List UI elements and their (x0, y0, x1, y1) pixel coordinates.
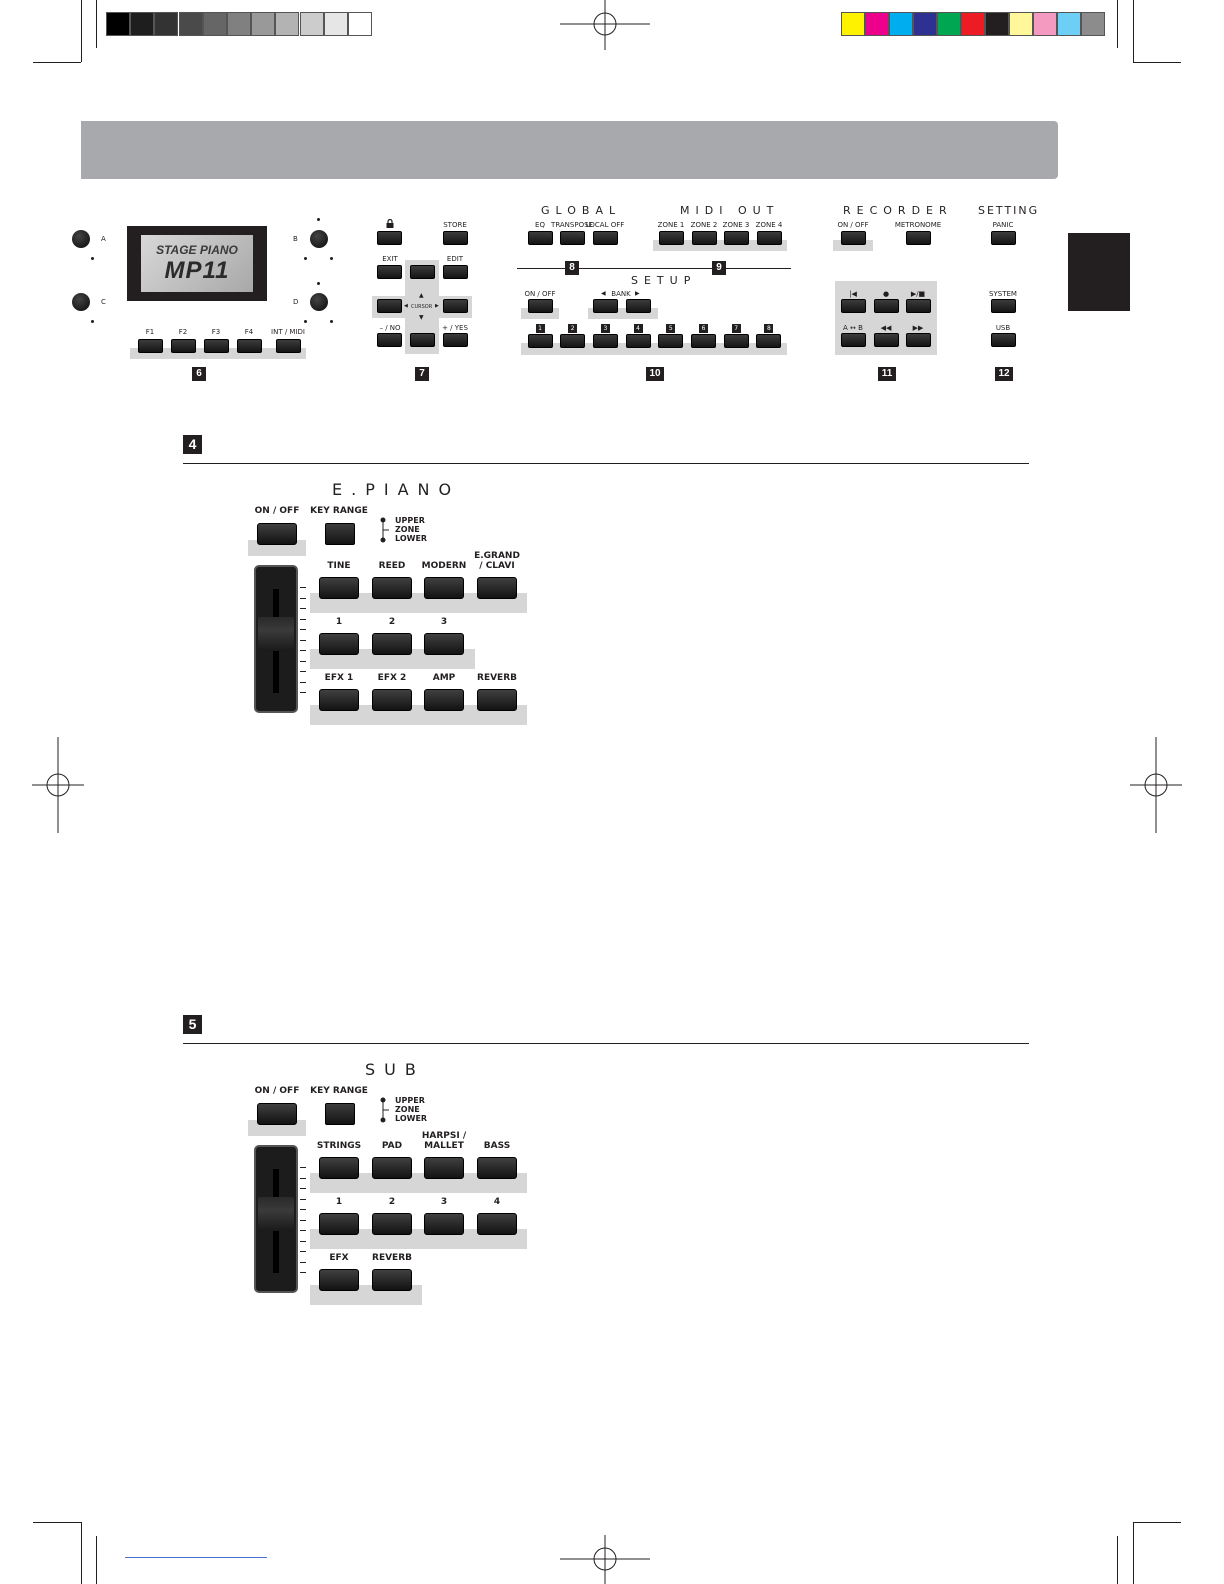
store-label: STORE (443, 221, 467, 229)
fast-forward-button[interactable] (906, 333, 931, 347)
epiano-key-range-label: KEY RANGE (310, 506, 368, 516)
setup-number-label: 2 (568, 324, 577, 333)
lcd-display-frame (127, 226, 267, 301)
local-off-button[interactable] (593, 231, 618, 245)
efx-button[interactable] (319, 1269, 359, 1291)
footer-link-line (125, 1557, 267, 1558)
global-title: GLOBAL (541, 204, 622, 217)
knob-c[interactable] (72, 293, 90, 311)
callout-7: 7 (415, 367, 429, 381)
gray-swatch (130, 12, 154, 36)
f2-button[interactable] (171, 339, 196, 353)
registration-crosshair-icon (560, 1535, 650, 1584)
callout-6: 6 (192, 367, 206, 381)
knob-dot (91, 320, 94, 323)
1-label: 1 (335, 617, 343, 627)
fader-tick (300, 1262, 306, 1263)
color-swatch (841, 12, 865, 36)
setup-3-button[interactable] (593, 334, 618, 348)
zone-lower-label: LOWER (395, 534, 428, 543)
knob-a[interactable] (72, 230, 90, 248)
cursor-up-arrow-icon: ▲ (419, 292, 424, 299)
pad-label: PAD (381, 1141, 403, 1151)
registration-crosshair-icon (1130, 737, 1182, 833)
callout-11: 11 (878, 367, 896, 381)
knob-a-label: A (101, 235, 106, 243)
sub-on-off-button[interactable] (257, 1103, 297, 1125)
f1-button[interactable] (138, 339, 163, 353)
cursor-right-arrow-icon: ▶ (435, 303, 439, 309)
reverb-label: REVERB (477, 673, 517, 683)
bank-right-arrow-icon: ▶ (635, 290, 640, 297)
epiano-zone-labels (395, 516, 427, 543)
gray-swatch (179, 12, 203, 36)
setup-1-button[interactable] (528, 334, 553, 348)
color-swatch (985, 12, 1009, 36)
crop-mark (96, 1536, 97, 1584)
modern-label: MODERN (421, 561, 467, 571)
cursor-label: CURSOR (411, 304, 433, 310)
recorder-title: RECORDER (843, 204, 953, 217)
sub-key-range-label: KEY RANGE (310, 1086, 368, 1096)
3-label: 3 (440, 617, 448, 627)
fader-tick (300, 1251, 306, 1252)
section-4-number: 4 (183, 435, 202, 454)
e-grand-clavi-button[interactable] (477, 577, 517, 599)
bass-button[interactable] (477, 1157, 517, 1179)
play-stop-button[interactable] (906, 299, 931, 313)
gray-swatch (324, 12, 348, 36)
zone-upper-label: UPPER (395, 516, 425, 525)
tine-button[interactable] (319, 577, 359, 599)
setting-title: SETTING (978, 204, 1040, 217)
pad-button[interactable] (372, 1157, 412, 1179)
gray-swatch (154, 12, 178, 36)
modern-button[interactable] (424, 577, 464, 599)
local-off-label: LOCAL OFF (585, 221, 625, 229)
cursor-left-button[interactable] (377, 299, 402, 313)
eq-button[interactable] (528, 231, 553, 245)
rewind-label: ◀◀ (880, 324, 892, 332)
cursor-right-button[interactable] (443, 299, 468, 313)
callout-8: 8 (565, 261, 579, 275)
cursor-left-arrow-icon: ◀ (404, 303, 408, 309)
fader-tick (300, 587, 306, 588)
knob-b-label: B (293, 235, 298, 243)
yes-button[interactable] (443, 333, 468, 347)
efx-2-button[interactable] (372, 689, 412, 711)
crop-mark (33, 1522, 81, 1523)
fader-tick (300, 661, 306, 662)
color-swatch (865, 12, 889, 36)
display-line-1: STAGE PIANO (156, 243, 238, 257)
system-button[interactable] (991, 299, 1016, 313)
fader-tick (300, 1167, 306, 1168)
no-label: – / NO (379, 324, 401, 332)
zone-1-label: ZONE 1 (657, 221, 685, 229)
callout-9: 9 (712, 261, 726, 275)
crop-mark (33, 62, 81, 63)
2-label: 2 (388, 617, 396, 627)
rewind-button[interactable] (874, 333, 899, 347)
efx-label: EFX (329, 1253, 349, 1263)
setup-2-button[interactable] (560, 334, 585, 348)
efx-1-button[interactable] (319, 689, 359, 711)
setup-on-off-button[interactable] (528, 299, 553, 313)
knob-dot (317, 282, 320, 285)
3-button[interactable] (424, 1213, 464, 1235)
callout-12: 12 (995, 367, 1013, 381)
1-button[interactable] (319, 633, 359, 655)
zone-2-label: ZONE 2 (690, 221, 718, 229)
knob-dot (91, 257, 94, 260)
zone-2-button[interactable] (692, 231, 717, 245)
fader-tick (300, 682, 306, 683)
gray-swatch (275, 12, 299, 36)
metronome-label: METRONOME (894, 221, 942, 229)
knob-dot (304, 320, 307, 323)
efx-1-label: EFX 1 (324, 673, 354, 683)
transpose-button[interactable] (560, 231, 585, 245)
zone-upper-label: UPPER (395, 1096, 425, 1105)
fader-tick (300, 1241, 306, 1242)
crop-mark (1133, 62, 1181, 63)
color-swatch (937, 12, 961, 36)
record-label: ● (882, 290, 890, 298)
bank-down-button[interactable] (593, 299, 618, 313)
reset-button[interactable] (841, 299, 866, 313)
setup-5-button[interactable] (658, 334, 683, 348)
1-button[interactable] (319, 1213, 359, 1235)
fader-tick (300, 692, 306, 693)
harpsi-mallet-button[interactable] (424, 1157, 464, 1179)
epiano-key-range-button[interactable] (325, 523, 355, 545)
cursor-down-button[interactable] (410, 333, 435, 347)
zone-3-button[interactable] (724, 231, 749, 245)
system-label: SYSTEM (989, 290, 1017, 298)
no-button[interactable] (377, 333, 402, 347)
amp-label: AMP (432, 673, 456, 683)
store-button[interactable] (443, 231, 468, 245)
crop-mark (81, 0, 82, 62)
color-swatch (1081, 12, 1105, 36)
recorder-on-off-button[interactable] (841, 231, 866, 245)
gray-swatch (203, 12, 227, 36)
sub-on-off-label: ON / OFF (254, 1086, 300, 1096)
section-rule (183, 463, 1029, 464)
setup-on-off-label: ON / OFF (524, 290, 556, 298)
int-midi-button[interactable] (276, 339, 301, 353)
reed-button[interactable] (372, 577, 412, 599)
f4-button[interactable] (237, 339, 262, 353)
fader-tick (300, 619, 306, 620)
zone-zone-label: ZONE (395, 1105, 420, 1114)
crop-mark (1117, 1536, 1118, 1584)
play-stop-label: ▶/■ (910, 290, 926, 298)
setup-6-button[interactable] (691, 334, 716, 348)
fader-tick (300, 1209, 306, 1210)
exit-button[interactable] (377, 265, 402, 279)
harpsi-mallet-label: HARPSI / MALLET (421, 1131, 467, 1151)
color-swatch (961, 12, 985, 36)
setup-number-label: 3 (601, 324, 610, 333)
midi-out-title: MIDI OUT (680, 204, 780, 217)
setup-number-label: 4 (634, 324, 643, 333)
bank-label: BANK (611, 290, 631, 298)
knob-dot (330, 320, 333, 323)
color-swatch (1057, 12, 1081, 36)
callout-10: 10 (646, 367, 664, 381)
reset-label: |◀ (849, 290, 857, 298)
bank-up-button[interactable] (626, 299, 651, 313)
setup-4-button[interactable] (626, 334, 651, 348)
setup-number-label: 7 (732, 324, 741, 333)
exit-label: EXIT (382, 255, 398, 263)
gray-swatch (227, 12, 251, 36)
2-button[interactable] (372, 1213, 412, 1235)
color-swatch (1033, 12, 1057, 36)
gray-swatch (106, 12, 130, 36)
zone-4-label: ZONE 4 (755, 221, 783, 229)
zone-3-label: ZONE 3 (722, 221, 750, 229)
f1-label: F1 (145, 328, 155, 336)
a-b-button[interactable] (841, 333, 866, 347)
setup-number-label: 6 (699, 324, 708, 333)
bass-label: BASS (483, 1141, 511, 1151)
knob-d-label: D (293, 298, 299, 306)
zone-indicator-icon (378, 1096, 390, 1124)
cursor-down-arrow-icon: ▼ (419, 314, 424, 321)
edit-label: EDIT (446, 255, 464, 263)
zone-lower-label: LOWER (395, 1114, 428, 1123)
tine-label: TINE (327, 561, 351, 571)
lock-button[interactable] (377, 231, 402, 245)
fader-tick (300, 650, 306, 651)
callout-line (517, 268, 791, 269)
f4-label: F4 (244, 328, 254, 336)
epiano-title: E.PIANO (332, 480, 461, 499)
knob-c-label: C (101, 298, 106, 306)
reverb-button[interactable] (372, 1269, 412, 1291)
panic-button[interactable] (991, 231, 1016, 245)
transpose-label: TRANSPOSE (551, 221, 593, 229)
zone-4-button[interactable] (757, 231, 782, 245)
header-bar (81, 121, 1058, 179)
edit-button[interactable] (443, 265, 468, 279)
cursor-up-button[interactable] (410, 265, 435, 279)
crop-mark (1133, 0, 1134, 62)
knob-dot (304, 257, 307, 260)
knob-b[interactable] (310, 230, 328, 248)
1-label: 1 (335, 1197, 343, 1207)
efx-2-label: EFX 2 (377, 673, 407, 683)
registration-crosshair-icon (560, 0, 650, 50)
knob-dot (317, 218, 320, 221)
color-swatch (889, 12, 913, 36)
setup-7-button[interactable] (724, 334, 749, 348)
amp-button[interactable] (424, 689, 464, 711)
section-5-number: 5 (183, 1015, 202, 1034)
gray-swatch (251, 12, 275, 36)
zone-zone-label: ZONE (395, 525, 420, 534)
epiano-on-off-button[interactable] (257, 523, 297, 545)
reed-label: REED (378, 561, 406, 571)
section-rule (183, 1043, 1029, 1044)
e-grand-clavi-label: E.GRAND / CLAVI (474, 551, 520, 571)
fader-tick (300, 1178, 306, 1179)
fader-tick (300, 1220, 306, 1221)
fader-tick (300, 671, 306, 672)
fader-tick (300, 1230, 306, 1231)
fader-tick (300, 640, 306, 641)
f3-label: F3 (211, 328, 221, 336)
sub-volume-fader[interactable] (254, 1145, 298, 1293)
3-button[interactable] (424, 633, 464, 655)
bank-left-arrow-icon: ◀ (601, 290, 606, 297)
epiano-volume-fader[interactable] (254, 565, 298, 713)
crop-mark (81, 1522, 82, 1584)
3-label: 3 (440, 1197, 448, 1207)
fader-tick (300, 1199, 306, 1200)
reverb-button[interactable] (477, 689, 517, 711)
lcd-screen (141, 235, 253, 292)
fast-forward-label: ▶▶ (912, 324, 924, 332)
f2-label: F2 (178, 328, 188, 336)
crop-mark (96, 0, 97, 48)
int-midi-label: INT / MIDI (271, 328, 305, 336)
sub-key-range-button[interactable] (325, 1103, 355, 1125)
2-label: 2 (388, 1197, 396, 1207)
registration-crosshair-icon (32, 737, 84, 833)
fader-tick (300, 629, 306, 630)
color-swatch (913, 12, 937, 36)
crop-mark (1117, 0, 1118, 48)
4-button[interactable] (477, 1213, 517, 1235)
record-button[interactable] (874, 299, 899, 313)
usb-label: USB (995, 324, 1011, 332)
fader-cap[interactable] (258, 1197, 294, 1231)
setup-number-label: 5 (666, 324, 675, 333)
zone-indicator-icon (378, 516, 390, 544)
strings-label: STRINGS (316, 1141, 362, 1151)
eq-label: EQ (535, 221, 545, 229)
yes-label: + / YES (442, 324, 468, 332)
crop-mark (1133, 1522, 1134, 1584)
f3-button[interactable] (204, 339, 229, 353)
setup-number-label: 1 (536, 324, 545, 333)
sub-title: SUB (365, 1060, 425, 1079)
metronome-button[interactable] (906, 231, 931, 245)
panic-label: PANIC (992, 221, 1014, 229)
fader-tick (300, 598, 306, 599)
fader-cap[interactable] (258, 617, 294, 651)
fader-tick (300, 1272, 306, 1273)
display-line-2: MP11 (164, 257, 230, 284)
sub-zone-labels (395, 1096, 427, 1123)
usb-button[interactable] (991, 333, 1016, 347)
recorder-on-off-label: ON / OFF (837, 221, 869, 229)
setup-title: SETUP (631, 274, 697, 287)
setup-number-label: 8 (764, 324, 773, 333)
4-label: 4 (493, 1197, 501, 1207)
reverb-label: REVERB (372, 1253, 412, 1263)
lock-icon (386, 219, 394, 228)
knob-d[interactable] (310, 293, 328, 311)
knob-dot (330, 257, 333, 260)
setup-8-button[interactable] (756, 334, 781, 348)
zone-1-button[interactable] (659, 231, 684, 245)
color-swatch (1009, 12, 1033, 36)
epiano-on-off-label: ON / OFF (254, 506, 300, 516)
fader-tick (300, 608, 306, 609)
gray-swatch (300, 12, 324, 36)
a-b-label: A ↔ B (843, 324, 863, 332)
crop-mark (1133, 1522, 1181, 1523)
gray-swatch (348, 12, 372, 36)
2-button[interactable] (372, 633, 412, 655)
strings-button[interactable] (319, 1157, 359, 1179)
fader-tick (300, 1188, 306, 1189)
side-tab (1068, 233, 1130, 311)
